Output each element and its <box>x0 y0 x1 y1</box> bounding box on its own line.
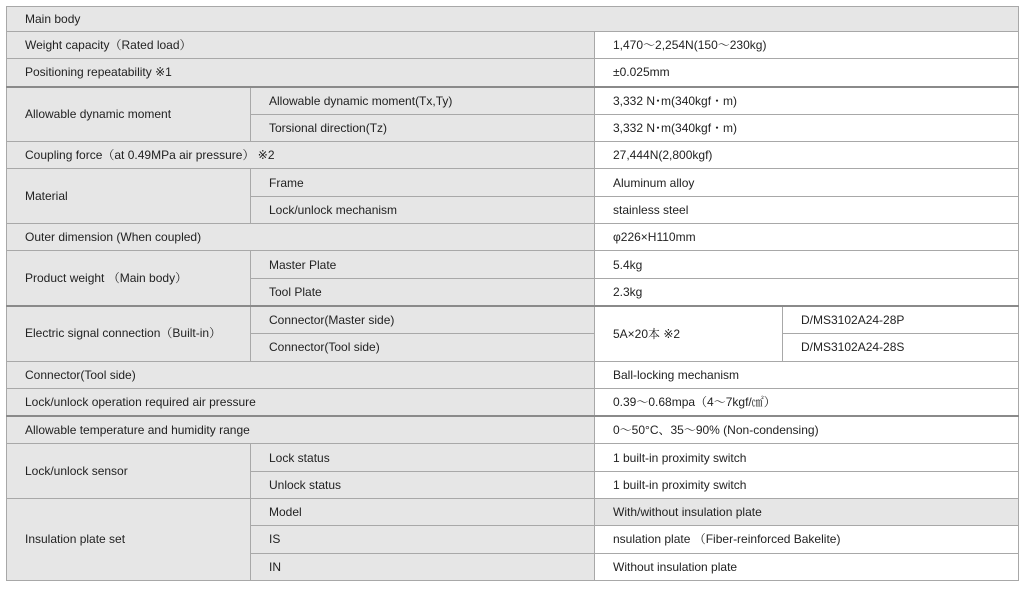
table-row <box>7 416 1019 444</box>
frame-value: Aluminum alloy <box>595 169 1019 196</box>
lock-mechanism-value: stainless steel <box>595 196 1019 223</box>
table-row <box>7 361 1019 388</box>
table-row <box>7 142 1019 169</box>
electric-signal-label: Electric signal connection（Built-in） <box>7 306 251 361</box>
repeatability-value: ±0.025mm <box>595 59 1019 87</box>
in-label: IN <box>251 553 595 580</box>
connector-master-value: D/MS3102A24-28P <box>783 306 1019 334</box>
material-label: Material <box>7 169 251 224</box>
weight-capacity-label: Weight capacity（Rated load） <box>7 32 595 59</box>
weight-capacity-value: 1,470～2,254N(150～230kg) <box>595 32 1019 59</box>
coupling-force-label: Coupling force（at 0.49MPa air pressure） ※2 <box>7 142 595 169</box>
master-plate-value: 5.4kg <box>595 251 1019 278</box>
connector-master-label: Connector(Master side) <box>251 306 595 334</box>
table-row <box>7 388 1019 416</box>
dynamic-moment-label: Allowable dynamic moment <box>7 87 251 142</box>
is-value: nsulation plate （Fiber-reinforced Bakelite) <box>595 526 1019 553</box>
table-row <box>7 499 1019 526</box>
table-row <box>7 444 1019 471</box>
main-body-header: Main body <box>7 7 1019 32</box>
outer-dimension-label: Outer dimension (When coupled) <box>7 224 595 251</box>
tool-plate-label: Tool Plate <box>251 278 595 306</box>
sensor-label: Lock/unlock sensor <box>7 444 251 499</box>
air-pressure-label: Lock/unlock operation required air pressure <box>7 388 595 416</box>
table-row <box>7 169 1019 196</box>
temperature-value: 0～50°C、35～90% (Non-condensing) <box>595 416 1019 444</box>
coupling-force-value: 27,444N(2,800kgf) <box>595 142 1019 169</box>
master-plate-label: Master Plate <box>251 251 595 278</box>
connector-tool-label: Connector(Tool side) <box>251 334 595 361</box>
moment-tz-value: 3,332 N･m(340kgf・m) <box>595 114 1019 141</box>
is-label: IS <box>251 526 595 553</box>
connector-tool-side-value: Ball-locking mechanism <box>595 361 1019 388</box>
lock-status-label: Lock status <box>251 444 595 471</box>
insulation-plate-label: Insulation plate set <box>7 499 251 581</box>
tool-plate-value: 2.3kg <box>595 278 1019 306</box>
model-label: Model <box>251 499 595 526</box>
product-weight-label: Product weight （Main body） <box>7 251 251 306</box>
lock-status-value: 1 built-in proximity switch <box>595 444 1019 471</box>
table-row <box>7 32 1019 59</box>
in-value: Without insulation plate <box>595 553 1019 580</box>
moment-txty-label: Allowable dynamic moment(Tx,Ty) <box>251 87 595 115</box>
connector-tool-value: D/MS3102A24-28S <box>783 334 1019 361</box>
unlock-status-value: 1 built-in proximity switch <box>595 471 1019 498</box>
frame-label: Frame <box>251 169 595 196</box>
table-row <box>7 59 1019 87</box>
connector-tool-side-label: Connector(Tool side) <box>7 361 595 388</box>
air-pressure-value: 0.39～0.68mpa（4～7kgf/㎠） <box>595 388 1019 416</box>
table-row <box>7 306 1019 334</box>
moment-txty-value: 3,332 N･m(340kgf・m) <box>595 87 1019 115</box>
repeatability-label: Positioning repeatability ※1 <box>7 59 595 87</box>
temperature-label: Allowable temperature and humidity range <box>7 416 595 444</box>
connector-spec-value: 5A×20本 ※2 <box>595 306 783 361</box>
moment-tz-label: Torsional direction(Tz) <box>251 114 595 141</box>
lock-mechanism-label: Lock/unlock mechanism <box>251 196 595 223</box>
table-row <box>7 87 1019 115</box>
model-value: With/without insulation plate <box>595 499 1019 526</box>
table-row <box>7 251 1019 278</box>
header-row <box>7 7 1019 32</box>
spec-table <box>6 6 1019 581</box>
unlock-status-label: Unlock status <box>251 471 595 498</box>
table-row <box>7 224 1019 251</box>
outer-dimension-value: φ226×H110mm <box>595 224 1019 251</box>
